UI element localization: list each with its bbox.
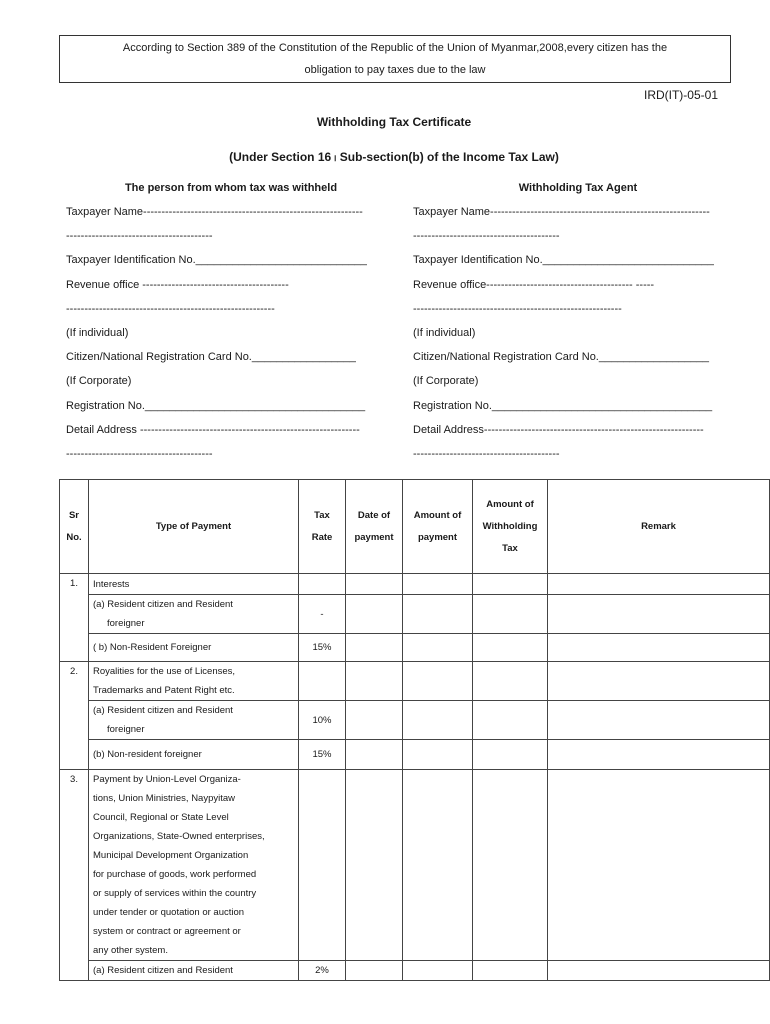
table-row (60, 701, 770, 740)
left-taxpayer-name-field[interactable]: Taxpayer Name------------------------------------------------------------ (66, 206, 363, 218)
table-row (60, 595, 770, 634)
row1-rate[interactable] (299, 574, 346, 595)
row3a-rate: 2% (299, 961, 346, 981)
constitution-notice (59, 35, 731, 83)
row2-sr: 2. (60, 662, 89, 770)
left-tin-field[interactable]: Taxpayer Identification No.____________________________ (66, 254, 367, 267)
form-code: IRD(IT)-05-01 (643, 88, 718, 102)
table-row (60, 634, 770, 662)
right-tin-field[interactable]: Taxpayer Identification No.____________________________ (413, 254, 714, 267)
table-row (60, 662, 770, 701)
left-address-field[interactable]: Detail Address ------------------------------------------------------------ (66, 423, 360, 436)
withholding-tax-header: Amount of Withholding Tax (473, 480, 548, 574)
withholding-agent-heading: Withholding Tax Agent (518, 182, 638, 194)
right-revenue-office-field-cont[interactable]: --------------------------------------------------------- (413, 302, 622, 315)
right-if-corporate-label: (If Corporate) (413, 375, 479, 388)
right-registration-field[interactable]: Registration No.____________________________________ (413, 399, 713, 412)
left-if-corporate-label: (If Corporate) (66, 375, 132, 388)
row1-sr: 1. (60, 574, 89, 662)
table-row (60, 740, 770, 770)
right-nrc-field[interactable]: Citizen/National Registration Card No.__________________ (413, 351, 709, 364)
withheld-person-section (66, 180, 396, 470)
withholding-agent-section (413, 180, 743, 470)
left-nrc-field[interactable]: Citizen/National Registration Card No._________________ (66, 351, 356, 364)
table-row (60, 574, 770, 595)
payment-table (59, 479, 770, 981)
row2a-type: (a) Resident citizen and Resident foreigner (89, 701, 299, 740)
row3-type: Payment by Union-Level Organiza- tions, Union Ministries, Naypyitaw Council, Regional or State Level Organizations, State-Owned enterprises, Municipal Development Organization for purchase of goods, work performed or supply of services within the country under tender or quotation or auction system or contract or agreement or any other system. (89, 770, 299, 961)
row2-type: Royalities for the use of Licenses, Trademarks and Patent Right etc. (89, 662, 299, 701)
certificate-subtitle: (Under Section 16 ၊ Sub-section(b) of the Income Tax Law) (229, 150, 559, 164)
row1b-rate: 15% (299, 634, 346, 662)
left-registration-field[interactable]: Registration No.____________________________________ (66, 399, 366, 412)
withheld-person-heading: The person from whom tax was withheld (124, 182, 338, 194)
date-of-payment-header: Date of payment (346, 480, 403, 574)
left-revenue-office-field-cont[interactable]: --------------------------------------------------------- (66, 302, 275, 315)
row2a-rate: 10% (299, 701, 346, 740)
table-row (60, 770, 770, 961)
right-address-field-cont[interactable]: ---------------------------------------- (413, 447, 560, 460)
table-row (60, 961, 770, 981)
sr-no-header: Sr No. (60, 480, 89, 574)
right-address-field[interactable]: Detail Address------------------------------------------------------------ (413, 423, 704, 436)
tax-rate-header: Tax Rate (299, 480, 346, 574)
row1a-type: (a) Resident citizen and Resident foreigner (89, 595, 299, 634)
right-taxpayer-name-field-cont[interactable]: ---------------------------------------- (413, 230, 560, 243)
right-taxpayer-name-field[interactable]: Taxpayer Name------------------------------------------------------------ (413, 206, 710, 218)
certificate-title: Withholding Tax Certificate (316, 115, 472, 129)
type-of-payment-header: Type of Payment (89, 480, 299, 574)
notice-line-2: obligation to pay taxes due to the law (304, 64, 486, 76)
row1-type: Interests (89, 574, 299, 595)
left-address-field-cont[interactable]: ---------------------------------------- (66, 447, 213, 460)
right-if-individual-label: (If individual) (413, 326, 476, 339)
left-taxpayer-name-field-cont[interactable]: ---------------------------------------- (66, 230, 213, 243)
right-revenue-office-field[interactable]: Revenue office---------------------------------------- ----- (413, 278, 655, 291)
table-header-row (60, 480, 770, 574)
row2b-type: (b) Non-resident foreigner (89, 740, 299, 770)
left-if-individual-label: (If individual) (66, 326, 129, 339)
row1a-rate: - (299, 595, 346, 634)
notice-line-1: According to Section 389 of the Constitution of the Republic of the Union of Myanmar,2008,every citizen has the (122, 42, 668, 54)
row2b-rate: 15% (299, 740, 346, 770)
remark-header: Remark (548, 480, 770, 574)
row1b-type: ( b) Non-Resident Foreigner (89, 634, 299, 662)
row3-sr: 3. (60, 770, 89, 981)
row3a-type: (a) Resident citizen and Resident (89, 961, 299, 981)
left-revenue-office-field[interactable]: Revenue office ---------------------------------------- (66, 278, 289, 291)
amount-of-payment-header: Amount of payment (403, 480, 473, 574)
